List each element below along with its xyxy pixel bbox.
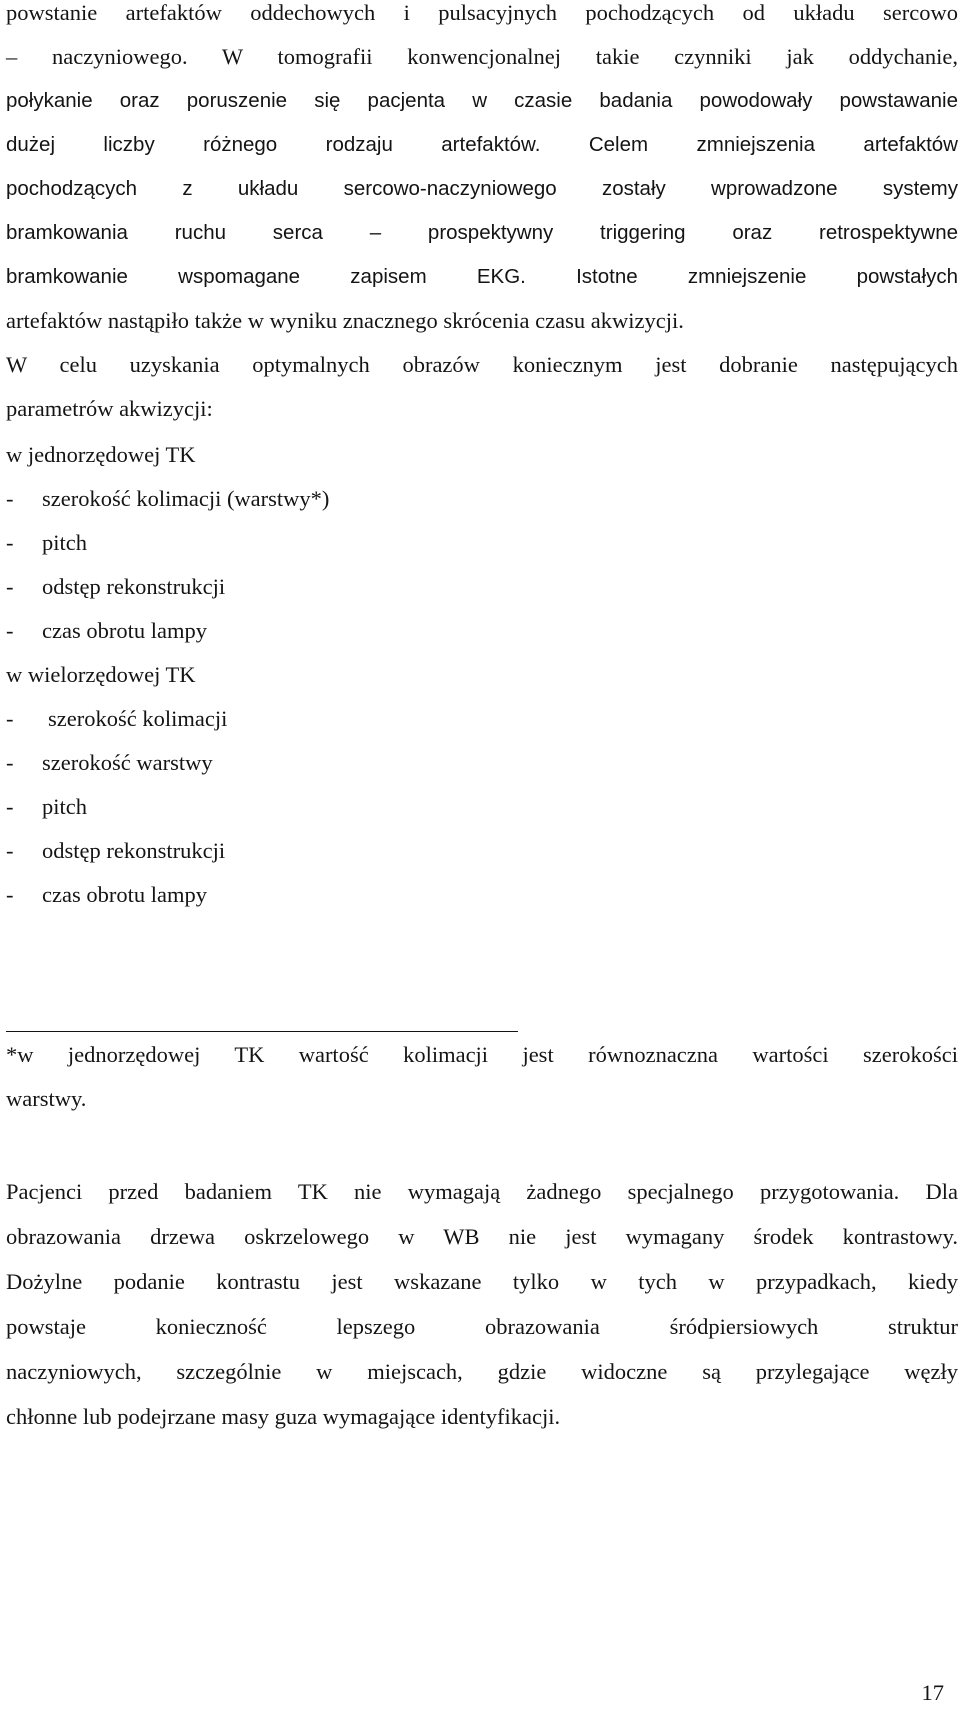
list-dash: - — [6, 750, 14, 775]
list-dash: - — [6, 486, 14, 511]
list-item-text: odstęp rekonstrukcji — [42, 838, 226, 863]
text-line: Dożylne podanie kontrastu jest wskazane tylko w tych w przypadkach, kiedy — [6, 1269, 958, 1294]
list-item — [6, 748, 213, 778]
list-item-text: czas obrotu lampy — [42, 618, 207, 643]
list-item-text: szerokość kolimacji (warstwy*) — [42, 486, 330, 511]
text-line: obrazowania drzewa oskrzelowego w WB nie jest wymagany środek kontrastowy. — [6, 1224, 958, 1249]
footnote-line: warstwy. — [6, 1086, 87, 1111]
text-line: powstaje konieczność lepszego obrazowania śródpiersiowych struktur — [6, 1314, 958, 1339]
text-line: połykanie oraz poruszenie się pacjenta w czasie badania powodowały powstawanie — [6, 89, 958, 112]
list-item — [6, 572, 225, 602]
text-line: – naczyniowego. W tomografii konwencjonalnej takie czynniki jak oddychanie, — [6, 44, 958, 69]
text-line: bramkowania ruchu serca – prospektywny triggering oraz retrospektywne — [6, 221, 958, 244]
footnote-separator — [6, 1031, 518, 1032]
list-item-text: szerokość kolimacji — [48, 706, 228, 731]
list-item-text: odstęp rekonstrukcji — [42, 574, 226, 599]
list-item-text: czas obrotu lampy — [42, 882, 207, 907]
list-dash: - — [6, 530, 14, 555]
text-line: Pacjenci przed badaniem TK nie wymagają żadnego specjalnego przygotowania. Dla — [6, 1179, 958, 1204]
list-item-text: pitch — [42, 794, 87, 819]
list-item-text: szerokość warstwy — [42, 750, 213, 775]
page-number: 17 — [921, 1680, 944, 1705]
text-line: artefaktów nastąpiło także w wyniku znacznego skrócenia czasu akwizycji. — [6, 308, 684, 333]
footnote-line: *w jednorzędowej TK wartość kolimacji jest równoznaczna wartości szerokości — [6, 1042, 958, 1067]
text-line: naczyniowych, szczególnie w miejscach, gdzie widoczne są przylegające węzły — [6, 1359, 958, 1384]
text-line: pochodzących z układu sercowo-naczyniowego zostały wprowadzone systemy — [6, 177, 958, 200]
text-line: bramkowanie wspomagane zapisem EKG. Istotne zmniejszenie powstałych — [6, 265, 958, 288]
list-dash: - — [6, 794, 14, 819]
list-item — [6, 792, 87, 822]
list-item — [6, 528, 87, 558]
list-item — [6, 484, 329, 514]
list-dash: - — [6, 618, 14, 643]
list-dash: - — [6, 706, 14, 731]
list-dash: - — [6, 838, 14, 863]
list-item — [6, 836, 225, 866]
text-line: chłonne lub podejrzane masy guza wymagające identyfikacji. — [6, 1404, 561, 1429]
list-item — [6, 704, 227, 734]
list-item — [6, 616, 207, 646]
list-dash: - — [6, 574, 14, 599]
list-dash: - — [6, 882, 14, 907]
text-line: powstanie artefaktów oddechowych i pulsacyjnych pochodzących od układu sercowo — [6, 0, 958, 25]
text-line: W celu uzyskania optymalnych obrazów koniecznym jest dobranie następujących — [6, 352, 958, 377]
list-heading: w jednorzędowej TK — [6, 442, 196, 467]
text-line: dużej liczby różnego rodzaju artefaktów. Celem zmniejszenia artefaktów — [6, 133, 958, 156]
list-heading: w wielorzędowej TK — [6, 662, 196, 687]
list-item — [6, 880, 207, 910]
list-item-text: pitch — [42, 530, 87, 555]
text-line: parametrów akwizycji: — [6, 396, 213, 421]
